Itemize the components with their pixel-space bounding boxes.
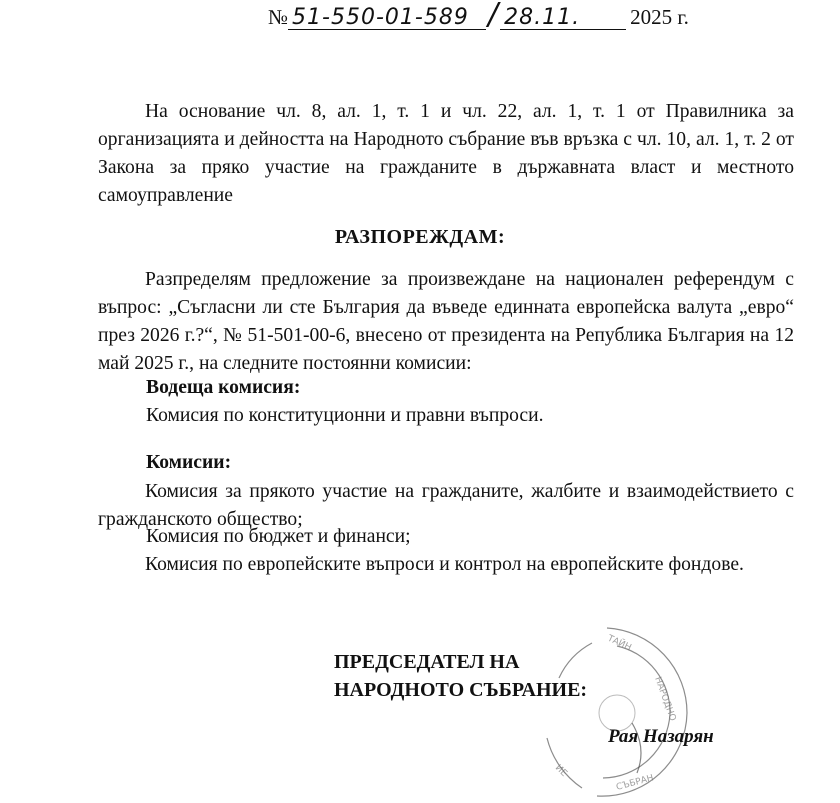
order-heading: РАЗПОРЕЖДАМ:: [334, 226, 506, 248]
committee-item: Комисия по бюджет и финанси;: [146, 526, 411, 547]
registration-year: 2025 г.: [630, 5, 689, 29]
committees-label: Комисии:: [146, 452, 232, 473]
committee-item: Комисия по европейските въпроси и контрол на европейските фондове.: [145, 554, 744, 575]
legal-basis-paragraph: На основание чл. 8, ал. 1, т. 1 и чл. 22, ал. 1, т. 1 от Правилника за организацията и дейността на Народното събрание във връзка с чл. 10, ал. 1, т. 2 от Закона за пряко участие на гражданите в държавната власт и местното самоуправление: [98, 101, 794, 206]
number-sign: №: [268, 5, 289, 29]
signer-title-line1: ПРЕДСЕДАТЕЛ НА: [334, 651, 520, 673]
lead-committee-name: Комисия по конституционни и правни въпроси.: [146, 405, 544, 426]
svg-text:ИЕ: ИЕ: [552, 763, 569, 779]
lead-committee-label: Водеща комисия:: [146, 377, 301, 398]
svg-text:НАРОДНО: НАРОДНО: [652, 675, 678, 723]
registration-number: 51-550-01-589: [288, 7, 486, 30]
registration-line: [268, 0, 689, 32]
signer-title-line2: НАРОДНОТО СЪБРАНИЕ:: [334, 679, 588, 701]
svg-text:ТАЙН: ТАЙН: [605, 633, 633, 654]
signer-name: Рая Назарян: [608, 726, 714, 747]
registration-date: 28.11.: [500, 7, 626, 30]
official-seal: [537, 618, 697, 803]
distribution-paragraph: Разпределям предложение за произвеждане на национален референдум с въпрос: „Съгласни ли сте България да въведе единната европейска валута „евро“ през 2026 г.?“, № 51-501-00-6, внесено от президента на Република България на 12 май 2025 г., на следните постоянни комисии:: [98, 269, 794, 374]
svg-text:СЪБРАН: СЪБРАН: [615, 773, 655, 793]
committee-item: Комисия за прякото участие на гражданите, жалбите и взаимодействието с гражданското общество;: [98, 481, 794, 530]
separator-slash: /: [488, 0, 499, 32]
